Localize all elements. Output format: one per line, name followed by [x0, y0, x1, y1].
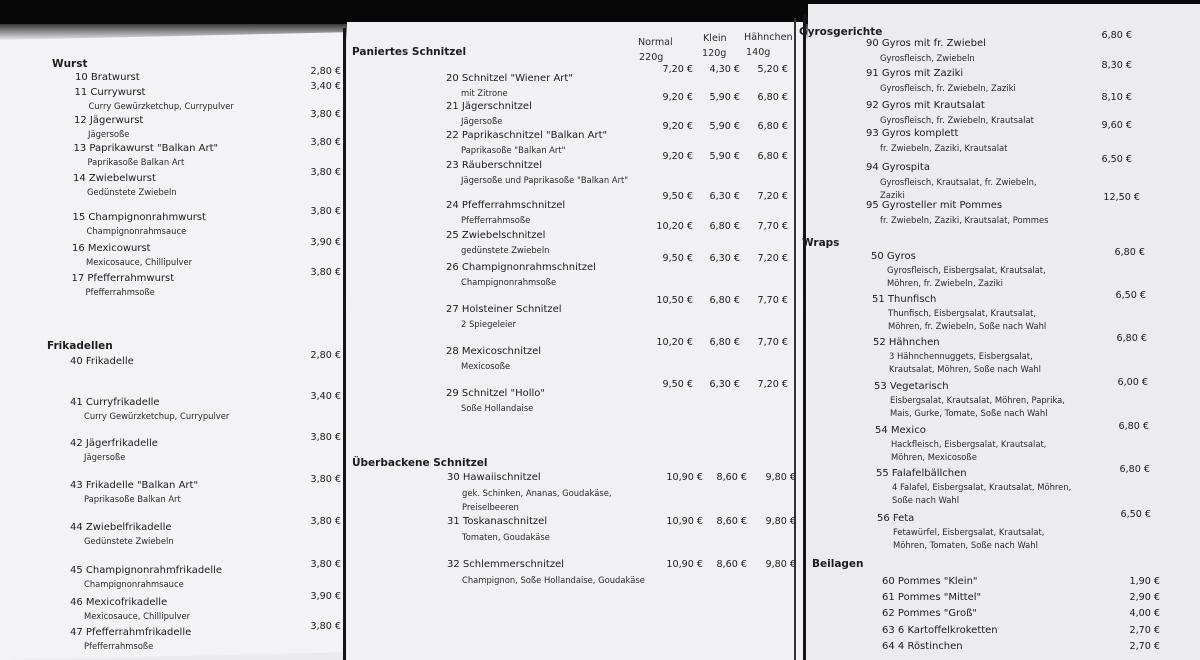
- menu-item-description: Jägersoße und Paprikasoße "Balkan Art": [461, 175, 629, 185]
- menu-item-price: 3,80 €: [310, 621, 341, 632]
- menu-item-name: 29 Schnitzel "Hollo": [446, 388, 545, 399]
- price-normal: 9,50 €: [662, 191, 693, 202]
- menu-item-name: 52 Hähnchen: [873, 337, 940, 348]
- menu-item-name: 21 Jägerschnitzel: [446, 101, 532, 112]
- price-klein: 4,30 €: [709, 64, 740, 75]
- menu-item-name: 44 Zwiebelfrikadelle: [70, 522, 172, 533]
- menu-item-description: Gyrosfleisch, fr. Zwiebeln, Zaziki: [880, 83, 1016, 93]
- section-title-gyrosgerichte: Gyrosgerichte: [799, 26, 883, 38]
- menu-item-price: 2,80 €: [310, 66, 341, 77]
- price-haehnchen: 7,70 €: [757, 295, 788, 306]
- menu-item-price: 6,50 €: [1101, 154, 1132, 165]
- menu-item-price: 6,80 €: [1118, 421, 1149, 432]
- menu-item-description: Preiselbeeren: [462, 502, 519, 512]
- column-header-klein-weight: 120g: [702, 48, 727, 59]
- menu-item-price: 3,80 €: [310, 267, 341, 278]
- menu-item-price: 3,80 €: [310, 559, 341, 570]
- menu-item-name: 63 6 Kartoffelkroketten: [882, 625, 998, 636]
- section-title-frikadellen: Frikadellen: [47, 340, 113, 352]
- menu-item-description: fr. Zwiebeln, Zaziki, Krautsalat: [880, 143, 1008, 153]
- price-haehnchen: 7,70 €: [757, 221, 788, 232]
- price-haehnchen: 7,70 €: [757, 337, 788, 348]
- menu-item-description: Pfefferrahmsoße: [461, 215, 531, 225]
- section-title-wraps: Wraps: [802, 237, 840, 249]
- column-header-klein: Klein: [703, 33, 727, 44]
- menu-item-description: Gyrosfleisch, Krautsalat, fr. Zwiebeln,: [880, 177, 1037, 187]
- menu-item-price: 6,80 €: [1119, 464, 1150, 475]
- menu-item-price: 6,50 €: [1120, 509, 1151, 520]
- menu-item-price: 6,80 €: [1101, 30, 1132, 41]
- menu-item-name: 53 Vegetarisch: [874, 381, 949, 392]
- menu-item-description: Soße Hollandaise: [461, 403, 534, 413]
- price-normal: 7,20 €: [662, 64, 693, 75]
- menu-item-name: 56 Feta: [877, 513, 915, 524]
- menu-item-price: 3,80 €: [310, 206, 341, 217]
- menu-item-description: Mexicosauce, Chillipulver: [86, 257, 193, 267]
- menu-item-description: Mexicosauce, Chillipulver: [84, 611, 191, 621]
- menu-item-description: Möhren, fr. Zwiebeln, Zaziki: [887, 278, 1003, 288]
- menu-item-description: Krautsalat, Möhren, Soße nach Wahl: [889, 364, 1041, 374]
- menu-item-price: 6,00 €: [1117, 377, 1148, 388]
- price-normal: 10,90 €: [666, 516, 703, 527]
- menu-item-description: Möhren, Tomaten, Soße nach Wahl: [893, 540, 1038, 550]
- menu-item-description: Curry Gewürzketchup, Currypulver: [84, 411, 230, 421]
- menu-item-description: Jägersoße: [84, 452, 126, 462]
- menu-item-name: 25 Zwiebelschnitzel: [446, 230, 546, 241]
- menu-item-name: 32 Schlemmerschnitzel: [447, 559, 565, 570]
- price-normal: 9,50 €: [662, 253, 693, 264]
- menu-item-description: Champignonrahmsauce: [86, 226, 187, 236]
- menu-item-name: 16 Mexicowurst: [72, 243, 151, 254]
- price-klein: 6,30 €: [709, 379, 740, 390]
- menu-item-name: 95 Gyrosteller mit Pommes: [866, 200, 1003, 211]
- menu-item-description: 4 Falafel, Eisbergsalat, Krautsalat, Möhren,: [892, 482, 1072, 492]
- price-normal: 10,90 €: [666, 559, 703, 570]
- price-normal: 10,90 €: [666, 472, 703, 483]
- menu-item-name: 90 Gyros mit fr. Zwiebel: [866, 38, 986, 49]
- price-klein: 6,30 €: [709, 253, 740, 264]
- menu-item-name: 47 Pfefferrahmfrikadelle: [70, 627, 192, 638]
- column-header-haehnchen-weight: 140g: [746, 47, 771, 58]
- menu-item-price: 3,80 €: [310, 432, 341, 443]
- menu-item-description: Möhren, fr. Zwiebeln, Soße nach Wahl: [888, 321, 1047, 331]
- column-header-haehnchen: Hähnchen: [744, 32, 793, 43]
- menu-item-name: 46 Mexicofrikadelle: [70, 597, 168, 608]
- menu-item-price: 2,70 €: [1129, 641, 1160, 652]
- menu-item-price: 3,80 €: [310, 516, 341, 527]
- menu-item-price: 2,70 €: [1129, 625, 1160, 636]
- price-haehnchen: 7,20 €: [757, 379, 788, 390]
- menu-item-price: 3,80 €: [310, 109, 341, 120]
- menu-item-description: Zaziki: [880, 190, 905, 200]
- price-normal: 9,50 €: [662, 379, 693, 390]
- price-normal: 9,20 €: [662, 121, 693, 132]
- menu-item-price: 3,40 €: [310, 81, 341, 92]
- menu-item-description: 3 Hähnchennuggets, Eisbergsalat,: [889, 351, 1033, 361]
- menu-item-price: 3,80 €: [310, 474, 341, 485]
- price-haehnchen: 9,80 €: [765, 516, 796, 527]
- menu-item-price: 3,40 €: [310, 391, 341, 402]
- menu-item-name: 62 Pommes "Groß": [882, 608, 977, 619]
- price-haehnchen: 7,20 €: [757, 191, 788, 202]
- price-klein: 8,60 €: [716, 559, 747, 570]
- column-header-normal: Normal: [638, 37, 673, 48]
- price-klein: 6,80 €: [709, 337, 740, 348]
- menu-item-price: 6,80 €: [1114, 247, 1145, 258]
- menu-item-price: 3,90 €: [310, 237, 341, 248]
- menu-item-description: Pfefferrahmsoße: [85, 287, 155, 297]
- menu-item-description: Möhren, Mexicosoße: [891, 452, 977, 462]
- menu-item-description: Paprikasoße "Balkan Art": [461, 145, 566, 155]
- menu-item-description: gek. Schinken, Ananas, Goudakäse,: [462, 488, 612, 498]
- menu-item-name: 54 Mexico: [875, 425, 926, 436]
- menu-item-description: Champignonrahmsoße: [461, 277, 557, 287]
- menu-item-description: Paprikasoße Balkan Art: [84, 494, 181, 504]
- menu-item-name: 30 Hawaiischnitzel: [447, 472, 541, 483]
- menu-item-price: 1,90 €: [1129, 576, 1160, 587]
- menu-item-description: Gyrosfleisch, Eisbergsalat, Krautsalat,: [887, 265, 1046, 275]
- menu-item-description: gedünstete Zwiebeln: [461, 245, 550, 255]
- menu-item-price: 12,50 €: [1103, 192, 1140, 203]
- menu-item-price: 3,90 €: [310, 591, 341, 602]
- menu-item-description: Gyrosfleisch, Zwiebeln: [880, 53, 975, 63]
- menu-item-price: 3,80 €: [310, 167, 341, 178]
- menu-item-price: 4,00 €: [1129, 608, 1160, 619]
- menu-item-name: 13 Paprikawurst "Balkan Art": [73, 143, 219, 154]
- menu-item-price: 9,60 €: [1101, 120, 1132, 131]
- menu-item-price: 2,80 €: [310, 350, 341, 361]
- menu-item-price: 8,30 €: [1101, 60, 1132, 71]
- menu-item-name: 45 Champignonrahmfrikadelle: [70, 565, 223, 576]
- menu-item-description: Pfefferrahmsoße: [84, 641, 154, 651]
- menu-item-description: Gyrosfleisch, fr. Zwiebeln, Krautsalat: [880, 115, 1034, 125]
- menu-item-price: 2,90 €: [1129, 592, 1160, 603]
- menu-item-description: Soße nach Wahl: [892, 495, 960, 505]
- menu-item-name: 91 Gyros mit Zaziki: [866, 68, 964, 79]
- menu-item-name: 64 4 Röstinchen: [882, 641, 963, 652]
- menu-item-name: 55 Falafelbällchen: [876, 468, 967, 479]
- price-klein: 5,90 €: [709, 121, 740, 132]
- menu-item-name: 27 Holsteiner Schnitzel: [446, 304, 562, 315]
- menu-item-name: 22 Paprikaschnitzel "Balkan Art": [446, 130, 608, 141]
- menu-item-name: 43 Frikadelle "Balkan Art": [70, 480, 199, 491]
- menu-item-price: 6,80 €: [1116, 333, 1147, 344]
- price-haehnchen: 6,80 €: [757, 92, 788, 103]
- menu-item-description: Mexicosoße: [461, 361, 511, 371]
- menu-item-name: 23 Räuberschnitzel: [446, 160, 542, 171]
- section-title-beilagen: Beilagen: [812, 558, 864, 570]
- menu-item-description: Eisbergsalat, Krautsalat, Möhren, Paprika,: [890, 395, 1065, 405]
- price-haehnchen: 7,20 €: [757, 253, 788, 264]
- price-normal: 10,20 €: [656, 337, 693, 348]
- menu-item-name: 40 Frikadelle: [70, 356, 134, 367]
- price-klein: 6,80 €: [709, 295, 740, 306]
- menu-item-price: 8,10 €: [1101, 92, 1132, 103]
- section-title-ueberbackene-schnitzel: Überbackene Schnitzel: [352, 457, 488, 469]
- section-title-wurst: Wurst: [52, 58, 88, 70]
- menu-item-name: 60 Pommes "Klein": [882, 576, 978, 587]
- menu-item-description: Gedünstete Zwiebeln: [84, 536, 174, 546]
- menu-item-name: 11 Currywurst: [74, 87, 146, 98]
- menu-item-description: Champignonrahmsauce: [84, 579, 184, 589]
- menu-item-name: 20 Schnitzel "Wiener Art": [446, 73, 573, 84]
- price-normal: 10,20 €: [656, 221, 693, 232]
- price-klein: 5,90 €: [709, 151, 740, 162]
- menu-item-description: Jägersoße: [88, 129, 130, 139]
- column-header-normal-weight: 220g: [639, 52, 664, 63]
- menu-item-description: Mais, Gurke, Tomate, Soße nach Wahl: [890, 408, 1048, 418]
- menu-item-name: 28 Mexicoschnitzel: [446, 346, 542, 357]
- menu-item-name: 92 Gyros mit Krautsalat: [866, 100, 985, 111]
- section-title-paniertes-schnitzel: Paniertes Schnitzel: [352, 46, 467, 58]
- price-haehnchen: 6,80 €: [757, 151, 788, 162]
- price-normal: 9,20 €: [662, 92, 693, 103]
- menu-item-name: 17 Pfefferrahmwurst: [71, 273, 175, 284]
- menu-item-description: 2 Spiegeleier: [461, 319, 516, 329]
- menu-item-name: 42 Jägerfrikadelle: [70, 438, 158, 449]
- price-klein: 6,30 €: [709, 191, 740, 202]
- menu-item-description: Gedünstete Zwiebeln: [87, 187, 177, 197]
- menu-item-description: Paprikasoße Balkan Art: [87, 157, 185, 167]
- price-normal: 9,20 €: [662, 151, 693, 162]
- menu-item-description: Tomaten, Goudakäse: [462, 532, 550, 542]
- menu-item-name: 93 Gyros komplett: [866, 128, 959, 139]
- menu-item-description: Jägersoße: [461, 116, 503, 126]
- menu-item-name: 94 Gyrospita: [866, 162, 930, 173]
- menu-item-price: 3,80 €: [310, 137, 341, 148]
- price-haehnchen: 6,80 €: [757, 121, 788, 132]
- price-klein: 8,60 €: [716, 516, 747, 527]
- price-klein: 8,60 €: [716, 472, 747, 483]
- price-normal: 10,50 €: [656, 295, 693, 306]
- menu-item-description: Thunfisch, Eisbergsalat, Krautsalat,: [888, 308, 1037, 318]
- menu-item-description: Curry Gewürzketchup, Currypulver: [88, 101, 234, 111]
- menu-item-name: 12 Jägerwurst: [74, 115, 144, 126]
- menu-item-description: Champignon, Soße Hollandaise, Goudakäse: [462, 575, 645, 585]
- menu-item-name: 10 Bratwurst: [75, 72, 140, 83]
- menu-item-name: 61 Pommes "Mittel": [882, 592, 982, 603]
- menu-item-name: 24 Pfefferrahmschnitzel: [446, 200, 566, 211]
- menu-item-name: 14 Zwiebelwurst: [73, 173, 156, 184]
- menu-item-price: 6,50 €: [1115, 290, 1146, 301]
- menu-item-name: 51 Thunfisch: [872, 294, 937, 305]
- menu-item-description: fr. Zwiebeln, Zaziki, Krautsalat, Pommes: [880, 215, 1049, 225]
- menu-item-name: 50 Gyros: [871, 251, 916, 262]
- price-haehnchen: 5,20 €: [757, 64, 788, 75]
- menu-item-name: 31 Toskanaschnitzel: [447, 516, 548, 527]
- menu-item-name: 15 Champignonrahmwurst: [72, 212, 206, 223]
- price-haehnchen: 9,80 €: [765, 472, 796, 483]
- menu-item-description: Fetawürfel, Eisbergsalat, Krautsalat,: [893, 527, 1045, 537]
- price-haehnchen: 9,80 €: [765, 559, 796, 570]
- price-klein: 5,90 €: [709, 92, 740, 103]
- menu-item-description: mit Zitrone: [461, 88, 508, 98]
- menu-item-description: Hackfleisch, Eisbergsalat, Krautsalat,: [891, 439, 1047, 449]
- menu-item-name: 41 Curryfrikadelle: [70, 397, 160, 408]
- price-klein: 6,80 €: [709, 221, 740, 232]
- menu-item-name: 26 Champignonrahmschnitzel: [446, 262, 596, 273]
